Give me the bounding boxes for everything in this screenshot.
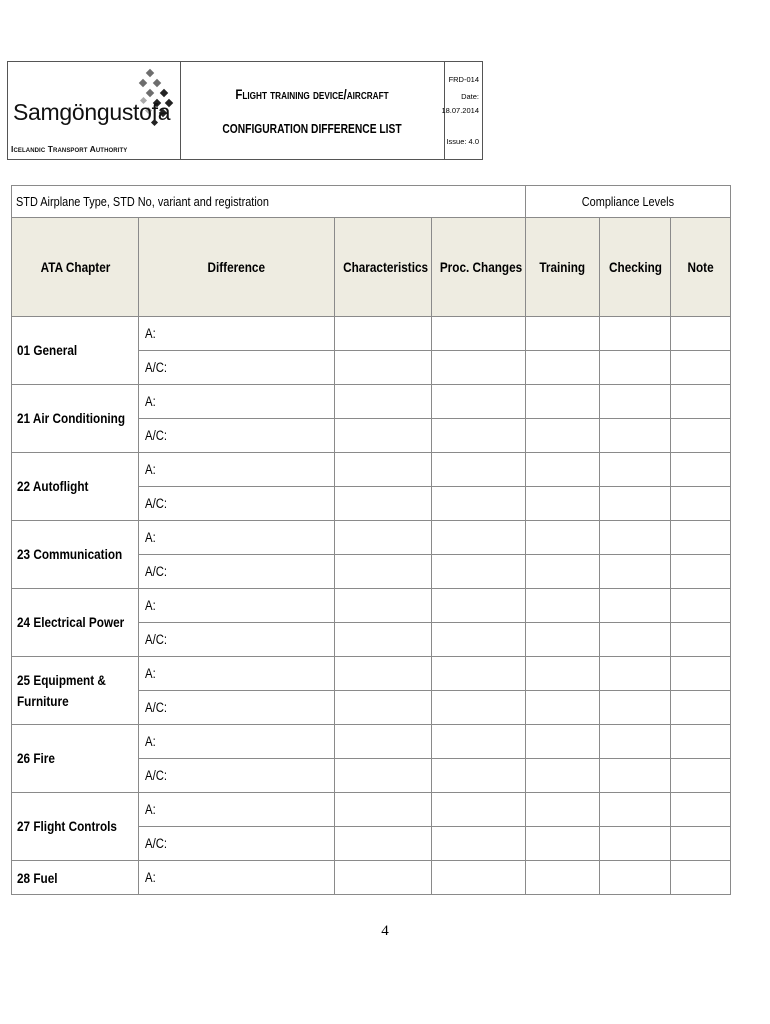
chapter-label: 27 Flight Controls [12, 793, 139, 861]
checking-cell[interactable] [600, 351, 671, 385]
difference-ac-cell[interactable]: A/C: [139, 623, 335, 657]
compliance-levels-label: Compliance Levels [581, 194, 675, 209]
difference-a-cell[interactable]: A: [139, 317, 335, 351]
note-cell[interactable] [671, 487, 731, 521]
difference-ac-cell[interactable]: A/C: [139, 487, 335, 521]
difference-ac-cell[interactable]: A/C: [139, 759, 335, 793]
proc-changes-cell[interactable] [432, 521, 526, 555]
proc-changes-cell[interactable] [432, 589, 526, 623]
difference-ac-cell[interactable]: A/C: [139, 351, 335, 385]
col-checking: Checking [600, 218, 671, 317]
logo-subtitle: Icelandic Transport Authority [11, 144, 128, 154]
table-row [12, 521, 731, 555]
proc-changes-cell[interactable] [432, 793, 526, 827]
chapter-label: 21 Air Conditioning [12, 385, 139, 453]
form-id: FRD-014 [448, 75, 479, 84]
proc-changes-cell[interactable] [432, 759, 526, 793]
chapter-label: 23 Communication [12, 521, 139, 589]
table-row-fuel [12, 861, 731, 895]
note-cell[interactable] [671, 793, 731, 827]
checking-cell[interactable] [600, 385, 671, 419]
col-note: Note [671, 218, 731, 317]
checking-cell[interactable] [600, 623, 671, 657]
training-cell[interactable] [526, 793, 600, 827]
proc-changes-cell[interactable] [432, 827, 526, 861]
note-cell[interactable] [671, 317, 731, 351]
checking-cell[interactable] [600, 453, 671, 487]
characteristics-cell[interactable] [335, 487, 432, 521]
difference-ac-cell[interactable]: A/C: [139, 827, 335, 861]
characteristics-cell[interactable] [335, 623, 432, 657]
training-cell[interactable] [526, 691, 600, 725]
document-title: Flight training device/aircraft [235, 86, 389, 102]
characteristics-cell[interactable] [335, 657, 432, 691]
col-characteristics: Characteristics [335, 218, 432, 317]
checking-cell[interactable] [600, 793, 671, 827]
proc-changes-cell[interactable] [432, 385, 526, 419]
characteristics-cell[interactable] [335, 555, 432, 589]
characteristics-cell[interactable] [335, 725, 432, 759]
characteristics-cell[interactable] [335, 759, 432, 793]
note-cell[interactable] [671, 657, 731, 691]
training-cell[interactable] [526, 759, 600, 793]
table-row [12, 725, 731, 759]
table-row [12, 589, 731, 623]
proc-changes-cell[interactable] [432, 453, 526, 487]
training-cell[interactable] [526, 623, 600, 657]
difference-a-cell[interactable]: A: [139, 793, 335, 827]
proc-changes-cell[interactable] [432, 487, 526, 521]
checking-cell[interactable] [600, 657, 671, 691]
date-value: 18.07.2014 [441, 106, 479, 115]
col-difference: Difference [139, 218, 335, 317]
note-cell[interactable] [671, 419, 731, 453]
col-training: Training [526, 218, 600, 317]
checking-cell[interactable] [600, 555, 671, 589]
difference-a-cell[interactable]: A: [139, 521, 335, 555]
difference-ac-cell[interactable]: A/C: [139, 555, 335, 589]
table-row [12, 453, 731, 487]
note-cell[interactable] [671, 589, 731, 623]
characteristics-cell[interactable] [335, 419, 432, 453]
note-cell[interactable] [671, 385, 731, 419]
checking-cell[interactable] [600, 861, 671, 895]
note-cell[interactable] [671, 861, 731, 895]
characteristics-cell[interactable] [335, 827, 432, 861]
training-cell[interactable] [526, 317, 600, 351]
checking-cell[interactable] [600, 589, 671, 623]
difference-ac-cell[interactable]: A/C: [139, 419, 335, 453]
page-number: 4 [381, 923, 389, 939]
document-meta [441, 62, 482, 159]
training-cell[interactable] [526, 827, 600, 861]
col-ata-chapter: ATA Chapter [12, 218, 139, 317]
characteristics-cell[interactable] [335, 793, 432, 827]
chapter-label: 01 General [12, 317, 139, 385]
characteristics-cell[interactable] [335, 589, 432, 623]
std-type-cell[interactable] [12, 186, 526, 218]
proc-changes-cell[interactable] [432, 623, 526, 657]
table-row [12, 317, 731, 351]
characteristics-cell[interactable] [335, 521, 432, 555]
compliance-levels-cell [526, 186, 731, 218]
difference-table [11, 185, 731, 895]
table-row [12, 385, 731, 419]
training-cell[interactable] [526, 487, 600, 521]
chapter-rows [12, 317, 731, 861]
difference-ac-cell[interactable]: A/C: [139, 691, 335, 725]
proc-changes-cell[interactable] [432, 555, 526, 589]
column-header-row [12, 218, 731, 317]
checking-cell[interactable] [600, 759, 671, 793]
characteristics-cell[interactable] [335, 385, 432, 419]
training-cell[interactable] [526, 657, 600, 691]
note-cell[interactable] [671, 623, 731, 657]
characteristics-cell[interactable] [335, 691, 432, 725]
note-cell[interactable] [671, 725, 731, 759]
checking-cell[interactable] [600, 691, 671, 725]
issue-number: Issue: 4.0 [446, 137, 479, 146]
checking-cell[interactable] [600, 725, 671, 759]
table-row [12, 657, 731, 691]
logo-block [8, 62, 181, 159]
training-cell[interactable] [526, 725, 600, 759]
col-proc-changes: Proc. Changes [432, 218, 526, 317]
chapter-label: 24 Electrical Power [12, 589, 139, 657]
training-cell[interactable] [526, 521, 600, 555]
chapter-label: 28 Fuel [12, 861, 139, 895]
chapter-label: 25 Equipment & Furniture [12, 657, 139, 725]
title-block [180, 62, 445, 159]
training-cell[interactable] [526, 589, 600, 623]
checking-cell[interactable] [600, 317, 671, 351]
characteristics-cell[interactable] [335, 317, 432, 351]
document-subtitle: CONFIGURATION DIFFERENCE LIST [222, 122, 402, 136]
proc-changes-cell[interactable] [432, 657, 526, 691]
note-cell[interactable] [671, 555, 731, 589]
training-cell[interactable] [526, 453, 600, 487]
table-row [12, 793, 731, 827]
difference-a-cell[interactable]: A: [139, 657, 335, 691]
difference-a-cell[interactable]: A: [139, 589, 335, 623]
note-cell[interactable] [671, 521, 731, 555]
characteristics-cell[interactable] [335, 453, 432, 487]
training-cell[interactable] [526, 555, 600, 589]
note-cell[interactable] [671, 759, 731, 793]
table-top-row [12, 186, 731, 218]
training-cell[interactable] [526, 385, 600, 419]
note-cell[interactable] [671, 691, 731, 725]
characteristics-cell[interactable] [335, 861, 432, 895]
difference-a-cell[interactable]: A: [139, 385, 335, 419]
proc-changes-cell[interactable] [432, 691, 526, 725]
proc-changes-cell[interactable] [432, 725, 526, 759]
training-cell[interactable] [526, 861, 600, 895]
proc-changes-cell[interactable] [432, 861, 526, 895]
training-cell[interactable] [526, 351, 600, 385]
proc-changes-cell[interactable] [432, 419, 526, 453]
note-cell[interactable] [671, 453, 731, 487]
proc-changes-cell[interactable] [432, 351, 526, 385]
chapter-label: 22 Autoflight [12, 453, 139, 521]
proc-changes-cell[interactable] [432, 317, 526, 351]
logo-wordmark: Samgöngustofa [13, 99, 171, 125]
document-header [7, 61, 483, 160]
note-cell[interactable] [671, 827, 731, 861]
difference-a-cell[interactable]: A: [139, 725, 335, 759]
checking-cell[interactable] [600, 827, 671, 861]
checking-cell[interactable] [600, 521, 671, 555]
date-label: Date: [461, 92, 479, 101]
chapter-label: 26 Fire [12, 725, 139, 793]
characteristics-cell[interactable] [335, 351, 432, 385]
checking-cell[interactable] [600, 487, 671, 521]
checking-cell[interactable] [600, 419, 671, 453]
training-cell[interactable] [526, 419, 600, 453]
difference-a-cell[interactable]: A: [139, 861, 335, 895]
difference-a-cell[interactable]: A: [139, 453, 335, 487]
std-type-label: STD Airplane Type, STD No, variant and registration [16, 194, 269, 209]
note-cell[interactable] [671, 351, 731, 385]
